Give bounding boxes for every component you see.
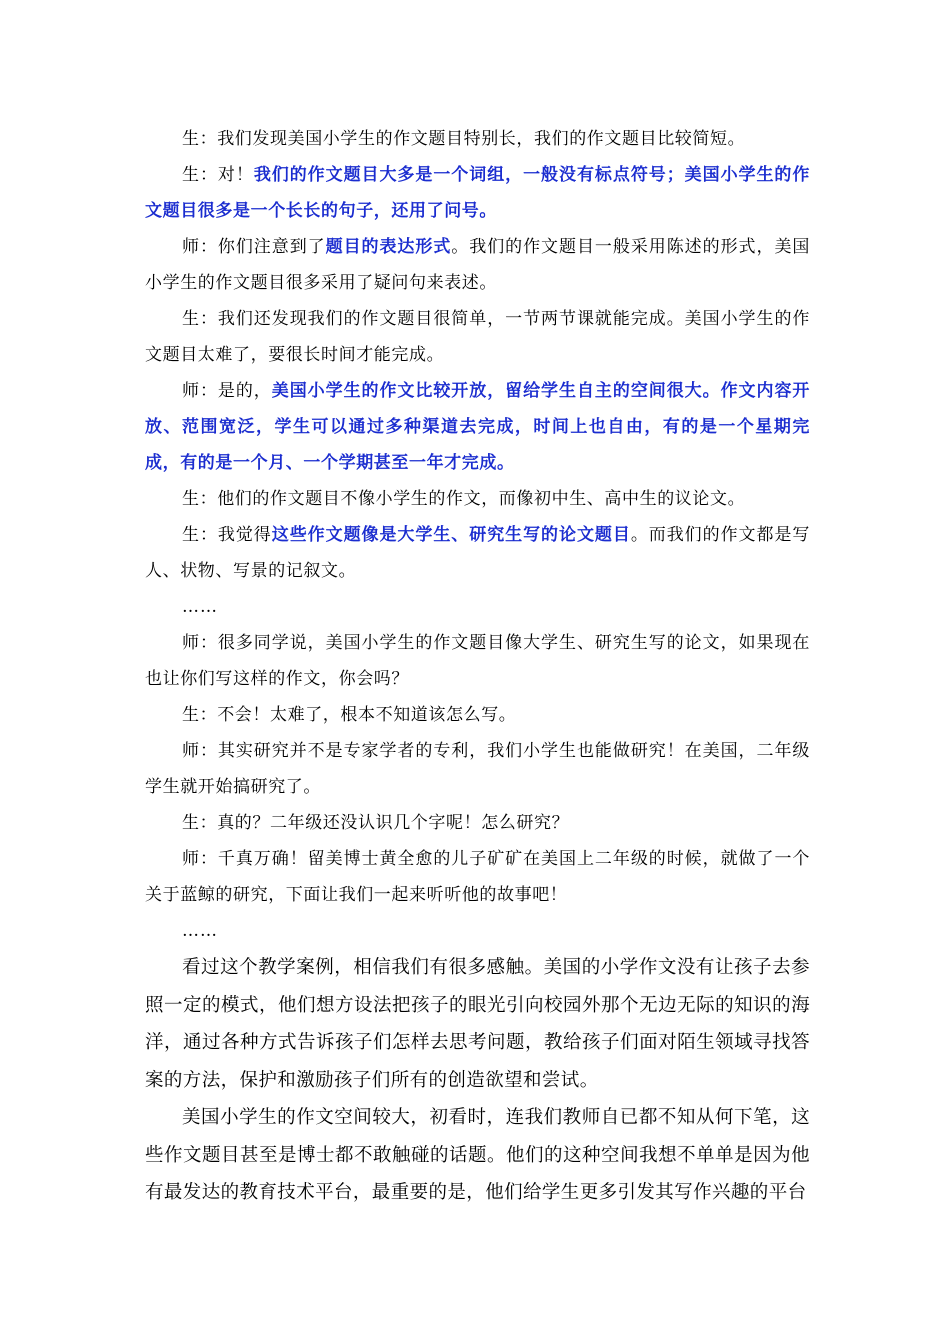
text-run: 生：我觉得	[182, 525, 272, 545]
document-body	[145, 121, 810, 1212]
dialogue-paragraph	[145, 301, 810, 373]
dialogue-paragraph	[145, 481, 810, 517]
text-run: 师：其实研究并不是专家学者的专利，我们小学生也能做研究！在美国，二年级学生就开始搞研究了。	[145, 741, 810, 797]
text-run: 。我们的作文题目一般采用陈述的形式，美国小学生的作文题目很多采用了疑问句来表述。	[145, 237, 810, 293]
text-run: 师：很多同学说，美国小学生的作文题目像大学生、研究生写的论文，如果现在也让你们写这样的作文，你会吗？	[145, 633, 810, 689]
text-run: ……	[182, 597, 218, 617]
dialogue-paragraph	[145, 805, 810, 841]
text-run: 师：千真万确！留美博士黄全愈的儿子矿矿在美国上二年级的时候，就做了一个关于蓝鲸的研究，下面让我们一起来听听他的故事吧！	[145, 849, 810, 905]
dialogue-paragraph	[145, 157, 810, 229]
text-run: 生：他们的作文题目不像小学生的作文，而像初中生、高中生的议论文。	[182, 489, 746, 509]
ellipsis-paragraph	[145, 589, 810, 625]
dialogue-paragraph	[145, 841, 810, 913]
text-run: 生：对！	[182, 165, 254, 185]
dialogue-paragraph	[145, 625, 810, 697]
text-run: ……	[182, 921, 218, 941]
text-run: 看过这个教学案例，相信我们有很多感触。美国的小学作文没有让孩子去参照一定的模式，他们想方设法把孩子的眼光引向校园外那个无边无际的知识的海洋，通过各种方式告诉孩子们怎样去思考问题，教给孩子们面对陌生领域寻找答案的方法，保护和激励孩子们所有的创造欲望和尝试。	[145, 957, 810, 1091]
dialogue-paragraph	[145, 373, 810, 481]
text-run: 美国小学生的作文空间较大，初看时，连我们教师自已都不知从何下笔，这些作文题目甚至是博士都不敢触碰的话题。他们的这种空间我想不单单是因为他有最发达的教育技术平台，最重要的是，他们给学生更多引发其写作兴趣的平台	[145, 1107, 810, 1203]
text-run: 师：是的，	[182, 381, 272, 401]
text-run: 生：我们发现美国小学生的作文题目特别长，我们的作文题目比较简短。	[182, 129, 746, 149]
text-run: 。而我们的作文都是写人、状物、写景的记叙文。	[145, 525, 811, 581]
body-paragraph	[145, 1099, 810, 1212]
ellipsis-paragraph	[145, 913, 810, 949]
dialogue-paragraph	[145, 517, 810, 589]
dialogue-paragraph	[145, 733, 810, 805]
highlighted-text: 美国小学生的作文比较开放，留给学生自主的空间很大。作文内容开放、范围宽泛，学生可以通过多种渠道去完成，时间上也自由，有的是一个星期完成，有的是一个月、一个学期甚至一年才完成。	[145, 381, 810, 473]
text-run: 师：你们注意到了	[182, 237, 326, 257]
text-run: 生：不会！太难了，根本不知道该怎么写。	[182, 705, 517, 725]
text-run: 生：我们还发现我们的作文题目很简单，一节两节课就能完成。美国小学生的作文题目太难了，要很长时间才能完成。	[145, 309, 810, 365]
highlighted-text: 我们的作文题目大多是一个词组，一般没有标点符号；美国小学生的作文题目很多是一个长长的句子，还用了问号。	[145, 165, 810, 221]
highlighted-text: 这些作文题像是大学生、研究生写的论文题目	[271, 525, 631, 545]
highlighted-text: 题目的表达形式	[325, 237, 452, 257]
text-run: 生：真的？二年级还没认识几个字呢！怎么研究？	[182, 813, 570, 833]
dialogue-paragraph	[145, 697, 810, 733]
dialogue-paragraph	[145, 121, 810, 157]
body-paragraph	[145, 949, 810, 1099]
dialogue-paragraph	[145, 229, 810, 301]
